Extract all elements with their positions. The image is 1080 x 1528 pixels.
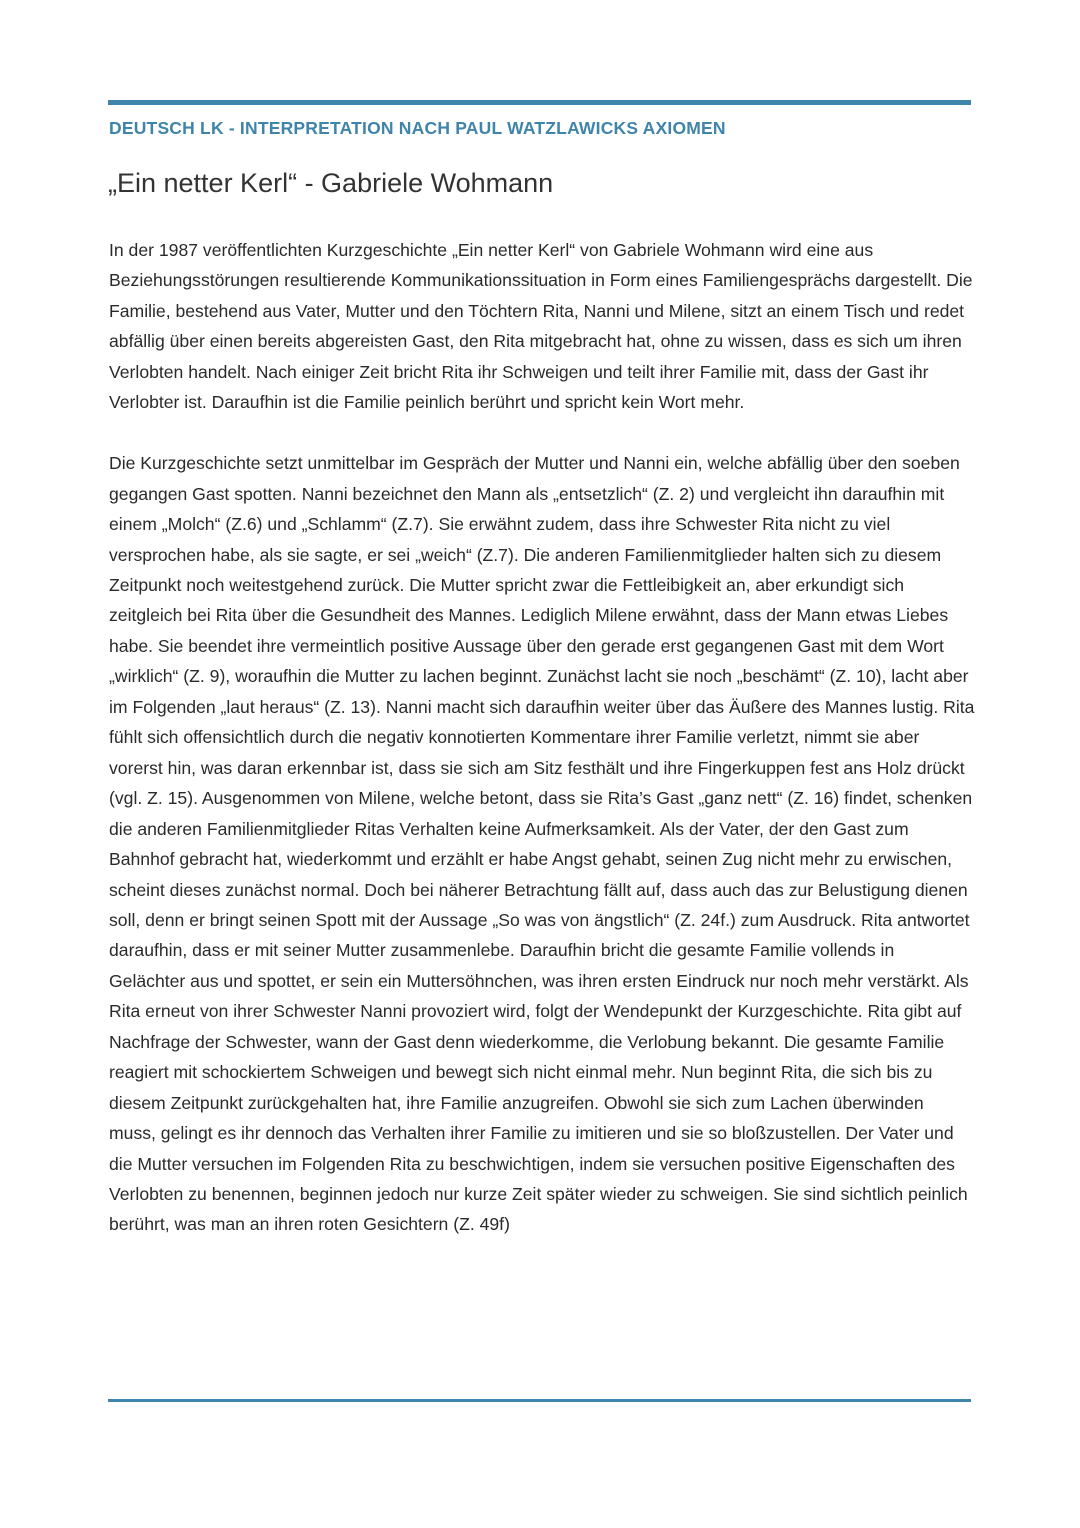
document-title: „Ein netter Kerl“ - Gabriele Wohmann xyxy=(108,168,554,198)
paragraph-analysis: Die Kurzgeschichte setzt unmittelbar im Gespräch der Mutter und Nanni ein, welche abfällig über den soeben gegangen Gast spotten. Nanni bezeichnet den Mann als „entsetzlich“ (Z. 2) und vergleicht ihn daraufhin mit einem „Molch“ (Z.6) und „Schlamm“ (Z.7). Sie erwähnt zudem, dass ihre Schwester Rita nicht zu viel versprochen habe, als sie sagte, er sei „weich“ (Z.7). Die anderen Familienmitglieder halten sich zu diesem Zeitpunkt noch weitestgehend zurück. Die Mutter spricht zwar die Fettleibigkeit an, aber erkundigt sich zeitgleich bei Rita über die Gesundheit des Mannes. Lediglich Milene erwähnt, dass der Mann etwas Liebes habe. Sie beendet ihre vermeintlich positive Aussage über den gerade erst gegangenen Gast mit dem Wort „wirklich“ (Z. 9), woraufhin die Mutter zu lachen beginnt. Zunächst lacht sie noch „beschämt“ (Z. 10), lacht aber im Folgenden „laut heraus“ (Z. 13). Nanni macht sich daraufhin weiter über das Äußere des Mannes lustig. Rita fühlt sich offensichtlich durch die negativ konnotierten Kommentare ihrer Familie verletzt, nimmt sie aber vorerst hin, was daran erkennbar ist, dass sie sich am Sitz festhält und ihre Fingerkuppen fest ans Holz drückt (vgl. Z. 15). Ausgenommen von Milene, welche betont, dass sie Rita’s Gast „ganz nett“ (Z. 16) findet, schenken die anderen Familienmitglieder Ritas Verhalten keine Aufmerksamkeit. Als der Vater, der den Gast zum Bahnhof gebracht hat, wiederkommt und erzählt er habe Angst gehabt, seinen Zug nicht mehr zu erwischen, scheint dieses zunächst normal. Doch bei näherer Betrachtung fällt auf, dass auch das zur Belustigung dienen soll, denn er bringt seinen Spott mit der Aussage „So was von ängstlich“ (Z. 24f.) zum Ausdruck. Rita antwortet daraufhin, dass er mit seiner Mutter zusammenlebe. Daraufhin bricht die gesamte Familie vollends in Gelächter aus und spottet, er sein ein Muttersöhnchen, was ihren ersten Eindruck nur noch mehr verstärkt. Als Rita erneut von ihrer Schwester Nanni provoziert wird, folgt der Wendepunkt der Kurzgeschichte. Rita gibt auf Nachfrage der Schwester, wann der Gast denn wiederkomme, die Verlobung bekannt. Die gesamte Familie reagiert mit schockiertem Schweigen und bewegt sich nicht einmal mehr. Nun beginnt Rita, die sich bis zu diesem Zeitpunkt zurückgehalten hat, ihre Familie anzugreifen. Obwohl sie sich zum Lachen überwinden muss, gelingt es ihr dennoch das Verhalten ihrer Familie zu imitieren und sie so bloßzustellen. Der Vater und die Mutter versuchen im Folgenden Rita zu beschwichtigen, indem sie versuchen positive Eigenschaften des Verlobten zu benennen, beginnen jedoch nur kurze Zeit später wieder zu schweigen. Sie sind sichtlich peinlich berührt, was man an ihren roten Gesichtern (Z. 49f) xyxy=(109,453,975,1235)
paragraph-summary: In der 1987 veröffentlichten Kurzgeschichte „Ein netter Kerl“ von Gabriele Wohmann wird eine aus Beziehungsstörungen resultierende Kommunikationssituation in Form eines Familiengesprächs dargestellt. Die Familie, bestehend aus Vater, Mutter und den Töchtern Rita, Nanni und Milene, sitzt an einem Tisch und redet abfällig über einen bereits abgereisten Gast, den Rita mitgebracht hat, ohne zu wissen, dass es sich um ihren Verlobten handelt. Nach einiger Zeit bricht Rita ihr Schweigen und teilt ihrer Familie mit, dass der Gast ihr Verlobter ist. Daraufhin ist die Familie peinlich berührt und spricht kein Wort mehr. xyxy=(109,240,973,413)
top-divider xyxy=(108,100,971,105)
bottom-divider xyxy=(108,1399,971,1402)
course-header: DEUTSCH LK - INTERPRETATION NACH PAUL WATZLAWICKS AXIOMEN xyxy=(109,118,726,138)
document-body xyxy=(109,235,975,1270)
